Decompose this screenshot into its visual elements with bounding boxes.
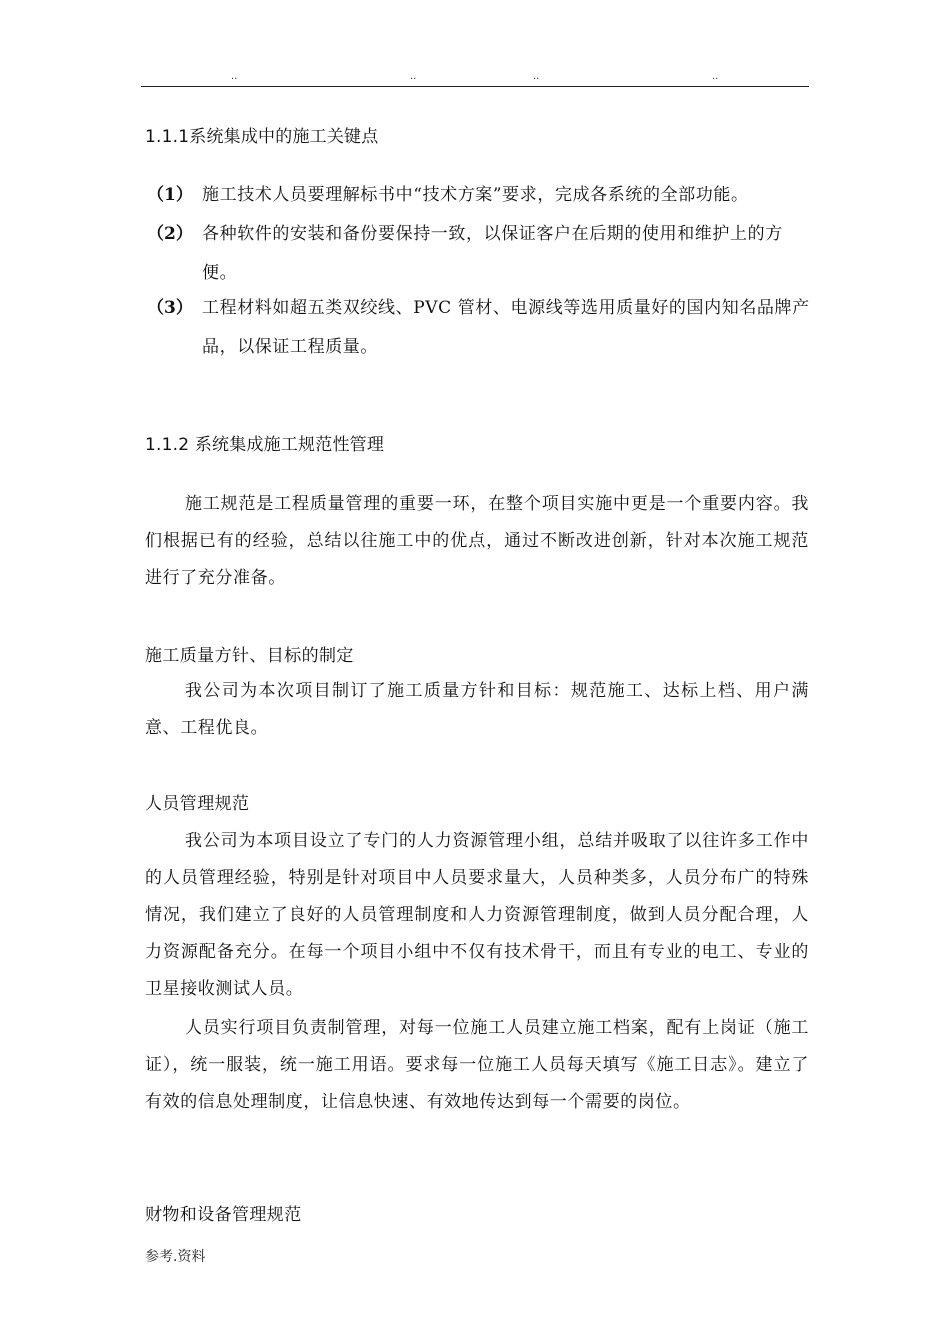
paragraph: 我公司为本项目设立了专门的人力资源管理小组，总结并吸取了以往许多工作中的人员管理经验，特别是针对项目中人员要求量大，人员种类多，人员分布广的特殊情况，我们建立了良好的人员管理制度和人力资源管理制度，做到人员分配合理，人力资源配备充分。在每一个项目小组中不仅有技术骨干，而且有专业的电工、专业的卫星接收测试人员。: [145, 831, 809, 999]
header-mark: ..: [410, 71, 417, 82]
list-text: 工程材料如超五类双绞线、PVC 管材、电源线等选用质量好的国内知名品牌产品，以保证工程质量。: [202, 298, 810, 357]
list-number: （2）: [147, 224, 193, 244]
subsection-title: 财物和设备管理规范: [145, 1205, 302, 1225]
page-header: [0, 72, 950, 86]
section-heading: 1.1.2 系统集成施工规范性管理: [145, 435, 385, 455]
list-number: （3）: [147, 298, 193, 318]
list-text: 施工技术人员要理解标书中“技术方案”要求，完成各系统的全部功能。: [202, 185, 749, 205]
header-rule: [141, 86, 809, 87]
header-mark: ..: [712, 71, 719, 82]
section-intro: 施工规范是工程质量管理的重要一环，在整个项目实施中更是一个重要内容。我们根据已有的经验，总结以往施工中的优点，通过不断改进创新，针对本次施工规范进行了充分准备。: [145, 494, 809, 588]
subsection-title: 施工质量方针、目标的制定: [145, 646, 354, 666]
header-mark: ..: [533, 71, 540, 82]
page-footer: 参考.资料: [145, 1249, 206, 1265]
paragraph: 人员实行项目负责制管理，对每一位施工人员建立施工档案，配有上岗证（施工证），统一服装，统一施工用语。要求每一位施工人员每天填写《施工日志》。建立了有效的信息处理制度，让信息快速、有效地传达到每一个需要的岗位。: [145, 1018, 809, 1112]
header-mark: ..: [231, 71, 238, 82]
list-number: （1）: [147, 185, 193, 205]
section-heading: 1.1.1系统集成中的施工关键点: [145, 127, 379, 147]
list-text: 各种软件的安装和备份要保持一致，以保证客户在后期的使用和维护上的方便。: [202, 224, 783, 283]
paragraph: 我公司为本次项目制订了施工质量方针和目标：规范施工、达标上档、用户满意、工程优良。: [145, 681, 809, 738]
subsection-title: 人员管理规范: [145, 794, 250, 814]
